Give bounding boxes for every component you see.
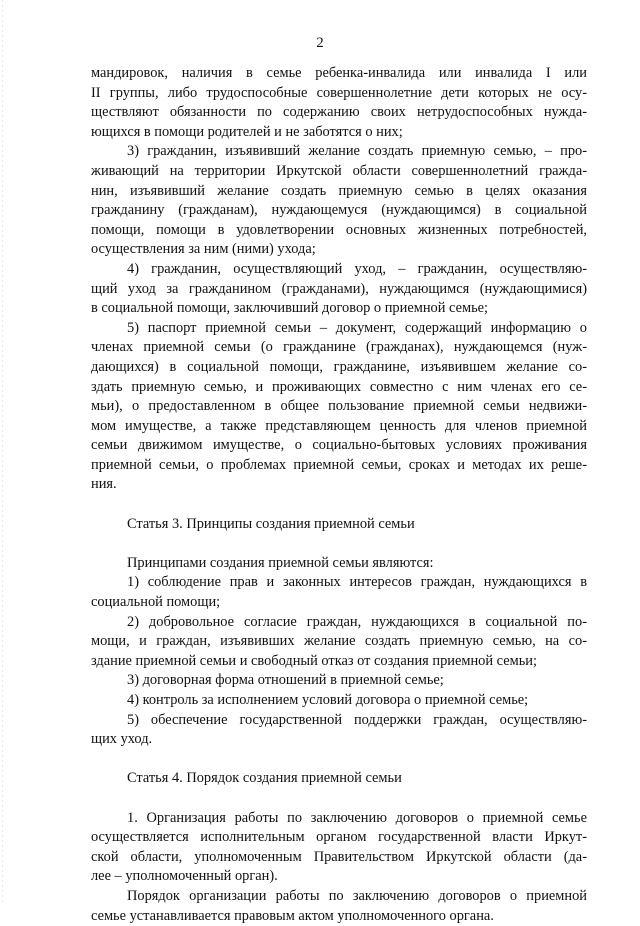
page-number: 2 [316, 35, 324, 51]
text-line: семьи движимом имуществе, о социально-бытовых условиях проживания [91, 437, 587, 454]
text-line: мандировок, наличия в семье ребенка-инвалида или инвалида I или [91, 65, 587, 81]
text-line: осуществляется исполнительным органом государственной власти Иркут- [91, 829, 587, 846]
text-line: в социальной помощи, заключивший договор о приемной семье; [91, 300, 489, 317]
text-line: дающихся) в социальной помощи, гражданине, изъявившем желание со- [91, 358, 587, 375]
text-line: ществляют обязанности по содержанию своих нетрудоспособных нужда- [91, 104, 587, 121]
text-line: 4) контроль за исполнением условий договора о приемной семье; [127, 692, 529, 708]
text-line: гражданину (гражданам), нуждающемуся (нуждающимся) в социальной [91, 202, 587, 219]
text-line: лее – уполномоченный орган). [91, 868, 278, 885]
text-line: Принципами создания приемной семьи являются: [127, 554, 434, 571]
scan-edge-artifact [2, 0, 3, 905]
text-line: 1) соблюдение прав и законных интересов граждан, нуждающихся в [127, 574, 587, 591]
text-line: 3) договорная форма отношений в приемной семье; [127, 672, 444, 689]
text-line: 5) паспорт приемной семьи – документ, содержащий информацию о [127, 319, 587, 336]
text-line: II группы, либо трудоспособные совершеннолетние дети которых не осу- [91, 84, 587, 101]
text-line: ния. [91, 476, 117, 493]
text-line: живающий на территории Иркутской области совершеннолетний гражда- [91, 162, 587, 179]
text-line: мом имуществе, а также представляющем ценность для членов приемной [91, 417, 587, 434]
text-line: социальной помощи; [91, 594, 221, 611]
text-line: 1. Организация работы по заключению договоров о приемной семье [127, 809, 587, 826]
text-line: нин, изъявивший желание создать приемную семью в целях оказания [91, 182, 587, 199]
text-line: здание приемной семьи и свободный отказ от создания приемной семьи; [91, 652, 537, 669]
text-line: щих уход. [91, 731, 153, 748]
text-line: здать приемную семью, и проживающих совместно с ним членах его се- [91, 378, 587, 395]
text-line: 5) обеспечение государственной поддержки граждан, осуществляю- [127, 711, 587, 728]
article-heading: Статья 4. Порядок создания приемной семьи [127, 770, 402, 787]
text-line: семье устанавливается правовым актом уполномоченного органа. [91, 907, 494, 924]
text-line: Порядок организации работы по заключению договоров о приемной [127, 887, 587, 904]
text-line: мьи), о предоставленном в общее пользование приемной семьи недвижи- [91, 398, 587, 415]
text-line: мощи, и граждан, изъявивших желание создать приемную семью, на со- [91, 633, 587, 650]
text-line: ской области, уполномоченным Правительством Иркутской области (да- [91, 848, 587, 865]
text-line: 3) гражданин, изъявивший желание создать приемную семью, – про- [127, 143, 587, 160]
document-body [91, 64, 587, 926]
text-line: ющихся в помощи родителей и не заботятся о них; [91, 123, 403, 140]
text-line: приемной семьи, о проблемах приемной семьи, сроках и методах их реше- [91, 456, 587, 473]
text-line: 4) гражданин, осуществляющий уход, – гражданин, осуществляю- [127, 260, 587, 277]
text-line: помощи, помощи в удовлетворении основных жизненных потребностей, [91, 221, 587, 238]
article-heading: Статья 3. Принципы создания приемной семьи [127, 515, 415, 532]
text-line: осуществления за ним (ними) ухода; [91, 241, 316, 258]
text-line: щий уход за гражданином (гражданами), нуждающимся (нуждающимися) [91, 280, 587, 297]
text-line: членах приемной семьи (о гражданине (гражданах), нуждающемся (нуж- [91, 339, 587, 356]
text-line: 2) добровольное согласие граждан, нуждающихся в социальной по- [127, 613, 587, 630]
